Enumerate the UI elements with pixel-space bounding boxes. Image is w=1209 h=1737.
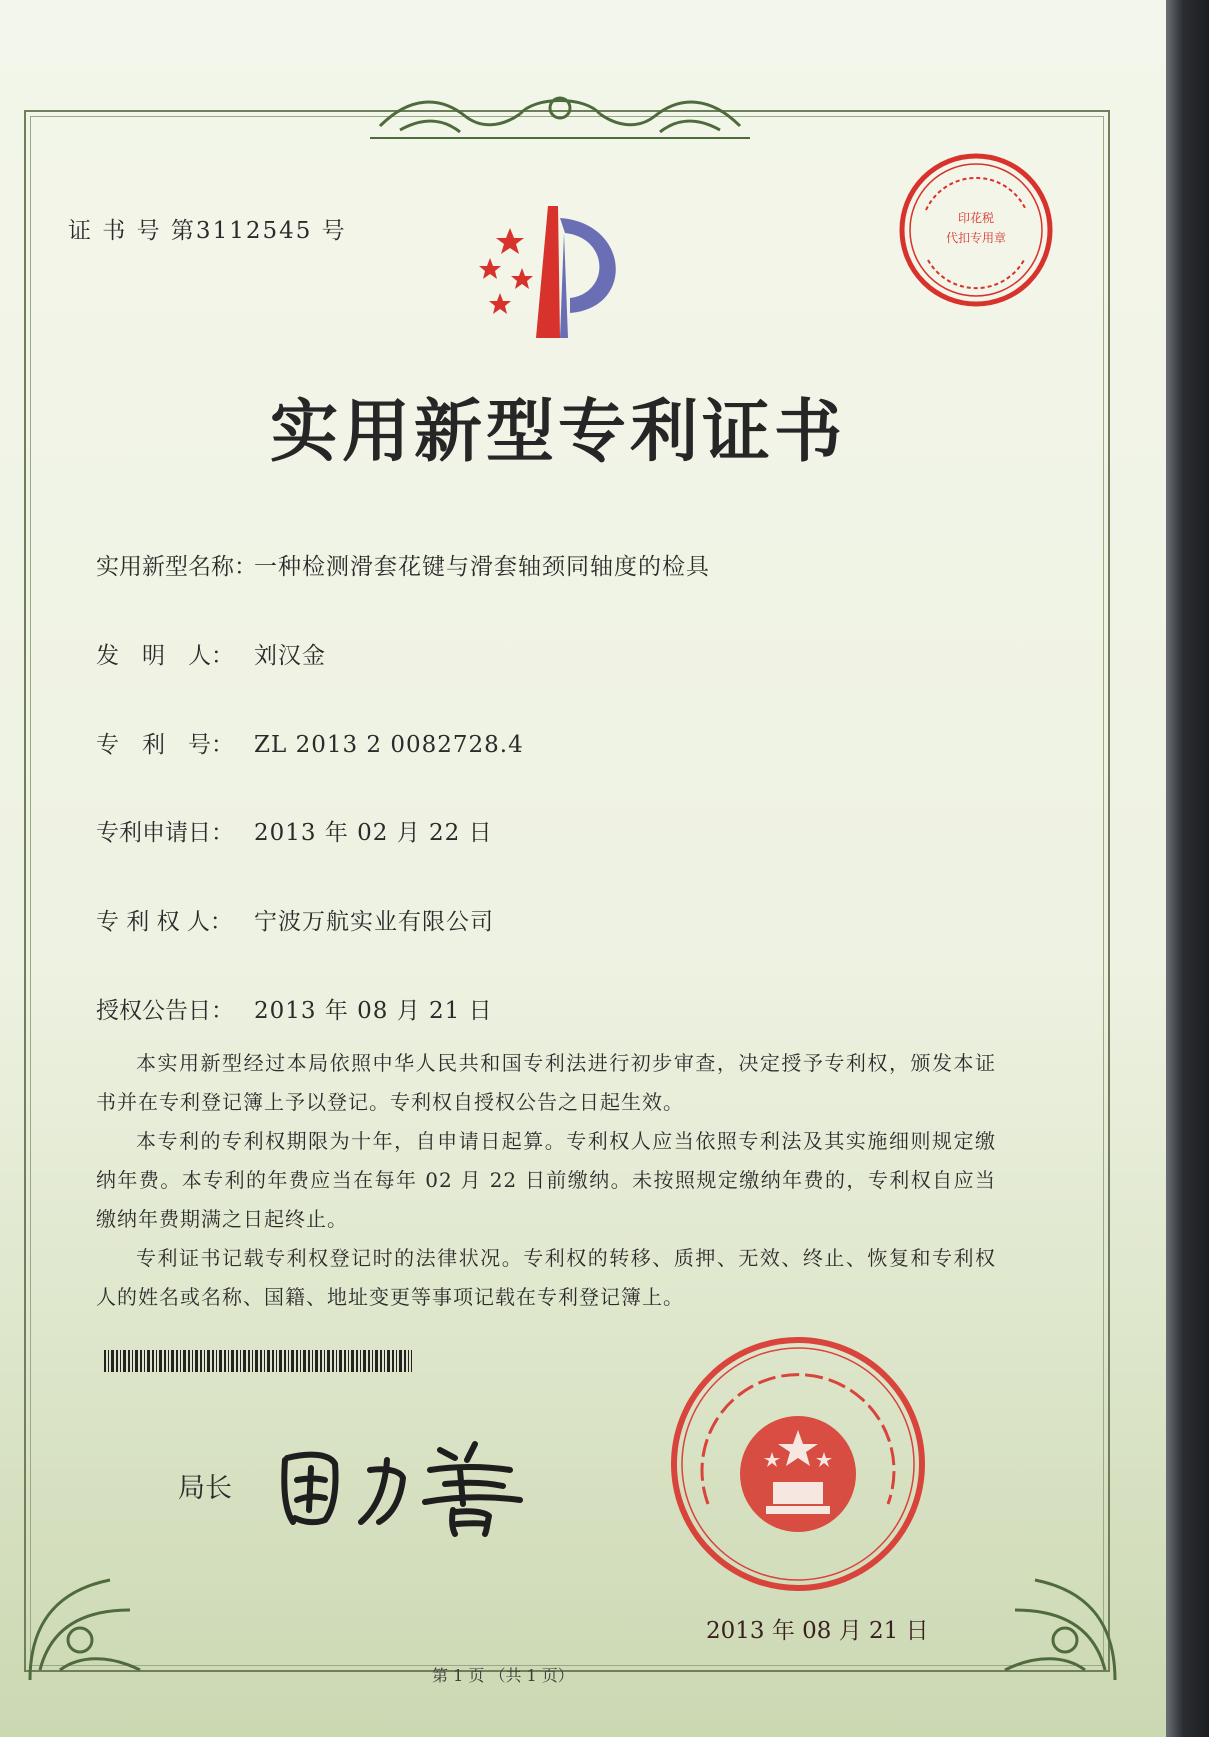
inner-frame	[30, 116, 1104, 1666]
field-label: 授权公告日：	[96, 998, 234, 1024]
seal-date: 2013 年 08 月 21 日	[706, 1618, 929, 1644]
paragraph: 本专利的专利权期限为十年，自申请日起算。专利权人应当依照专利法及其实施细则规定缴纳年费。本专利的年费应当在每年 02 月 22 日前缴纳。未按照规定缴纳年费的，专利权自应当缴纳年费期满之日起终止。	[96, 1129, 996, 1231]
certificate-number: 证 书 号 第3112545 号	[68, 218, 347, 244]
field-inventor	[96, 637, 326, 670]
certificate-body-text	[96, 1044, 996, 1317]
sipo-official-seal	[668, 1334, 928, 1594]
field-label: 专 利 权 人：	[96, 909, 233, 935]
svg-text:代扣专用章: 代扣专用章	[945, 231, 1007, 245]
svg-text:印花税: 印花税	[957, 211, 995, 225]
barcode	[104, 1350, 412, 1372]
page-number: 第 1 页 （共 1 页）	[432, 1666, 574, 1685]
field-label: 专利申请日：	[96, 820, 234, 846]
field-value: 宁波万航实业有限公司	[254, 909, 494, 935]
director-label: 局长	[178, 1473, 232, 1504]
field-value: 一种检测滑套花键与滑套轴颈同轴度的检具	[254, 554, 710, 580]
field-value: 刘汉金	[254, 643, 326, 669]
field-label: 发 明 人：	[96, 643, 234, 669]
field-utility-model-name	[96, 548, 710, 581]
tax-stamp-seal	[896, 150, 1056, 310]
field-label: 实用新型名称：	[96, 554, 257, 580]
field-value: 2013 年 02 月 22 日	[254, 820, 493, 846]
director-signature	[275, 1430, 535, 1540]
corner-ornament-left-icon	[20, 1560, 160, 1690]
corner-ornament-right-icon	[985, 1560, 1125, 1690]
paragraph: 专利证书记载专利权登记时的法律状况。专利权的转移、质押、无效、终止、恢复和专利权人的姓名或名称、国籍、地址变更等事项记载在专利登记簿上。	[96, 1246, 996, 1309]
field-application-date	[96, 814, 493, 847]
page-title: 实用新型专利证书	[270, 392, 847, 472]
field-patentee	[96, 903, 494, 936]
sipo-logo-icon	[460, 198, 650, 348]
field-patent-number	[96, 726, 524, 759]
field-label: 专 利 号：	[96, 732, 234, 758]
scanner-edge	[1166, 0, 1209, 1737]
field-value: 2013 年 08 月 21 日	[254, 998, 493, 1024]
field-value: ZL 2013 2 0082728.4	[254, 732, 524, 758]
top-ornament-icon	[370, 86, 750, 146]
paragraph: 本实用新型经过本局依照中华人民共和国专利法进行初步审查，决定授予专利权，颁发本证书并在专利登记簿上予以登记。专利权自授权公告之日起生效。	[96, 1051, 996, 1114]
field-grant-date	[96, 992, 493, 1025]
